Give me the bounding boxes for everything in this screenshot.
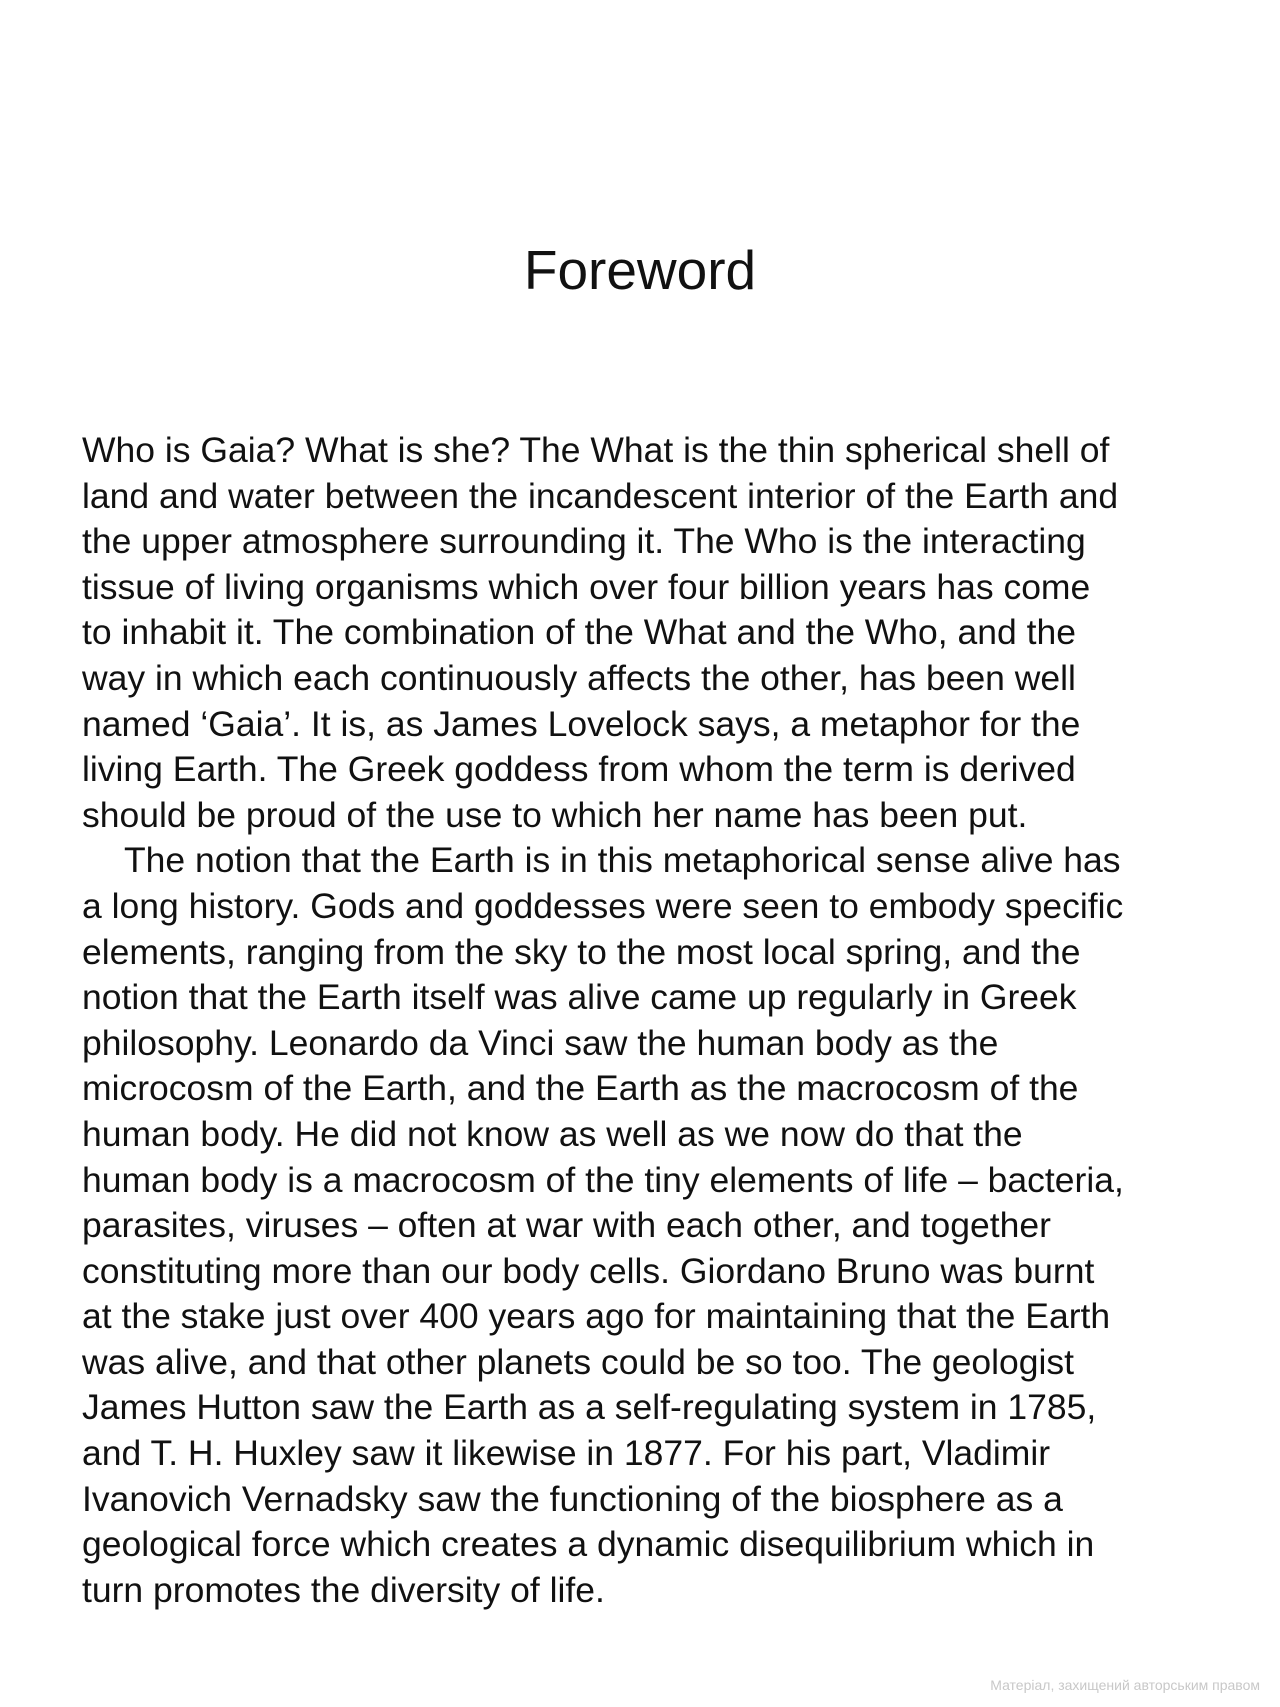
text-line: human body. He did not know as well as we now do that the <box>82 1113 1023 1154</box>
text-line: the upper atmosphere surrounding it. The Who is the interacting <box>82 521 1086 562</box>
text-line: was alive, and that other planets could be so too. The geologist <box>82 1341 1075 1382</box>
text-line: named ‘Gaia’. It is, as James Lovelock says, a metaphor for the <box>82 703 1081 744</box>
text-line: Who is Gaia? What is she? The What is the thin spherical shell of <box>82 430 1110 470</box>
text-line: parasites, viruses – often at war with each other, and together <box>82 1205 1051 1246</box>
text-line: to inhabit it. The combination of the What and the Who, and the <box>82 612 1076 653</box>
body-text <box>82 428 1222 1613</box>
copyright-watermark: Матеріал, захищений авторським правом <box>990 1677 1260 1693</box>
text-line: human body is a macrocosm of the tiny elements of life – bacteria, <box>82 1159 1124 1200</box>
text-line: James Hutton saw the Earth as a self-regulating system in 1785, <box>82 1387 1097 1428</box>
paragraph-start-line: The notion that the Earth is in this metaphorical sense alive has <box>124 840 1121 881</box>
text-line: Ivanovich Vernadsky saw the functioning of the biosphere as a <box>82 1478 1063 1519</box>
text-line: notion that the Earth itself was alive came up regularly in Greek <box>82 977 1077 1018</box>
text-line: constituting more than our body cells. Giordano Bruno was burnt <box>82 1250 1095 1291</box>
text-line: and T. H. Huxley saw it likewise in 1877. For his part, Vladimir <box>82 1433 1051 1474</box>
text-line: a long history. Gods and goddesses were seen to embody specific <box>82 885 1124 926</box>
text-line: elements, ranging from the sky to the most local spring, and the <box>82 931 1081 972</box>
text-line: living Earth. The Greek goddess from whom the term is derived <box>82 749 1076 790</box>
text-line: philosophy. Leonardo da Vinci saw the human body as the <box>82 1022 999 1063</box>
text-line: microcosm of the Earth, and the Earth as the macrocosm of the <box>82 1068 1079 1109</box>
page-title: Foreword <box>523 239 757 301</box>
text-line: geological force which creates a dynamic disequilibrium which in <box>82 1524 1095 1565</box>
text-line: should be proud of the use to which her name has been put. <box>82 794 1028 835</box>
text-line: way in which each continuously affects the other, has been well <box>82 657 1076 698</box>
text-line: at the stake just over 400 years ago for maintaining that the Earth <box>82 1296 1111 1337</box>
text-line: turn promotes the diversity of life. <box>82 1569 605 1610</box>
text-line: tissue of living organisms which over four billion years has come <box>82 566 1091 607</box>
text-line: land and water between the incandescent interior of the Earth and <box>82 475 1119 516</box>
